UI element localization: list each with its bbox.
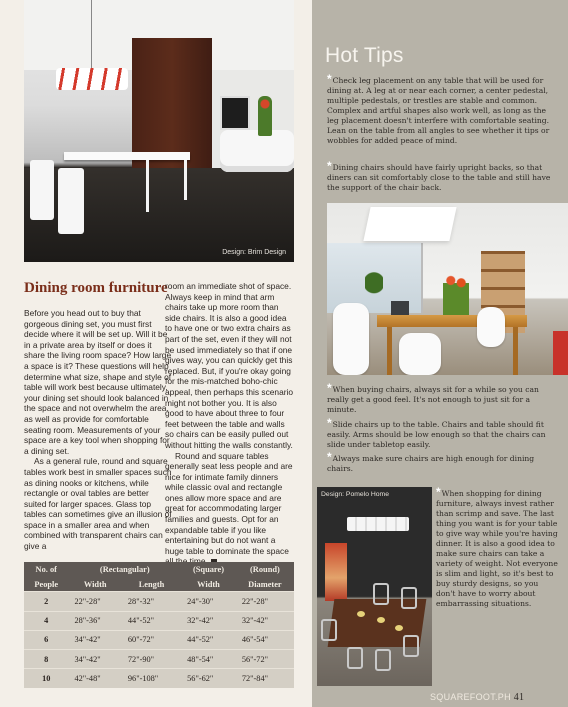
article-paragraph: room an immediate shot of space. Always keep in mind that arm chairs take up more room than side chairs. It is also a good idea to have one or two extra chairs as part of the set, even if they will not be used immediately so that if one gives way, you can quickly get this replaced. But, if you're okay going for the mis-matched boho-chic appeal, then perhaps this scenario might not bother you. It is also good to have about three to four feet between the table and walls so chairs can be easily pulled out without hitting the walls constantly. bbox=[165, 281, 294, 450]
dining-set-photo bbox=[317, 487, 432, 686]
table-cell: 60"-72" bbox=[122, 630, 181, 649]
photo-table-leg bbox=[387, 327, 392, 375]
asterisk-icon: * bbox=[327, 450, 332, 464]
hot-tips-title: Hot Tips bbox=[325, 44, 404, 67]
table-cell: 10 bbox=[24, 669, 68, 688]
photo-chair bbox=[30, 160, 54, 220]
asterisk-icon: * bbox=[327, 381, 332, 395]
asterisk-icon: * bbox=[436, 485, 441, 499]
table-cell: 72"-90" bbox=[122, 650, 181, 669]
table-row bbox=[24, 611, 294, 630]
photo-dining-table bbox=[64, 152, 190, 160]
photo-chair bbox=[58, 168, 84, 234]
table-row bbox=[24, 592, 294, 611]
dining-table-photo bbox=[327, 203, 568, 375]
photo-chair bbox=[321, 619, 337, 641]
table-cell: 44"-52" bbox=[181, 630, 236, 649]
article-column-left bbox=[24, 308, 172, 552]
tip-item bbox=[327, 416, 559, 450]
tip-item bbox=[327, 381, 559, 415]
table-cell: 28"-36" bbox=[68, 611, 121, 630]
photo-table-leg bbox=[146, 160, 149, 212]
photo-chair bbox=[403, 635, 419, 657]
table-cell: 46"-54" bbox=[236, 630, 294, 649]
table-cell: 4 bbox=[24, 611, 68, 630]
table-header-cell: Width bbox=[181, 578, 236, 592]
table-row bbox=[24, 669, 294, 688]
article-column-right bbox=[165, 281, 294, 567]
table-cell: 34"-42" bbox=[68, 650, 121, 669]
table-subheader-row bbox=[24, 578, 294, 592]
table-cell: 22"-28" bbox=[68, 592, 121, 611]
dining-room-photo bbox=[24, 0, 294, 262]
tip-item bbox=[327, 450, 559, 474]
photo-table-leg bbox=[513, 327, 518, 375]
page-number: 41 bbox=[513, 692, 525, 703]
photo-chandelier bbox=[347, 517, 409, 531]
table-header-cell: Width bbox=[68, 578, 121, 592]
table-cell: 6 bbox=[24, 630, 68, 649]
photo-flowers bbox=[443, 269, 469, 315]
table-header-cell: (Round) bbox=[236, 562, 294, 578]
table-cell: 8 bbox=[24, 650, 68, 669]
folio-text: SQUAREFOOT.PH bbox=[430, 692, 511, 702]
asterisk-icon: * bbox=[327, 72, 332, 86]
photo-wall-art bbox=[325, 543, 347, 601]
table-row bbox=[24, 650, 294, 669]
table-cell: 56"-62" bbox=[181, 669, 236, 688]
photo-plant bbox=[365, 269, 383, 315]
table-cell: 96"-108" bbox=[122, 669, 181, 688]
photo-plant bbox=[258, 96, 272, 136]
photo-plate bbox=[357, 611, 365, 617]
photo-chair bbox=[401, 587, 417, 609]
tip-item bbox=[327, 72, 559, 146]
photo-table-leg bbox=[184, 160, 187, 200]
photo-pendant-lamp bbox=[56, 68, 128, 90]
tip-text: Always make sure chairs are high enough for dining chairs. bbox=[327, 454, 535, 473]
table-cell: 72"-84" bbox=[236, 669, 294, 688]
table-cell: 44"-52" bbox=[122, 611, 181, 630]
photo-chair bbox=[333, 303, 369, 375]
article-heading: Dining room furniture bbox=[24, 280, 168, 296]
tip-text: Dining chairs should have fairly upright backs, so that diners can sit comfortably close to the table and still have the support of the chair back. bbox=[327, 163, 551, 192]
tip-text: When buying chairs, always sit for a while so you can really get a good feel. It's not enough to just sit for a minute. bbox=[327, 385, 539, 414]
photo-caption: Design: Pomelo Home bbox=[321, 491, 389, 498]
table-header-cell: Length bbox=[122, 578, 181, 592]
tip-text: Check leg placement on any table that will be used for dining at. A leg at or near each corner, a center pedestal, multiple pedestals, or trestles are stable and common. Complex and artful shapes also work well, as long as the leg placement doesn't interfere with comfortable seating. Lean on the table from all angles to see whether it tips or wobbles for added peace of mind. bbox=[327, 76, 550, 145]
photo-chair bbox=[347, 647, 363, 669]
table-header-cell: People bbox=[24, 578, 68, 592]
photo-lounge-chair bbox=[220, 130, 294, 172]
table-cell: 28"-32" bbox=[122, 592, 181, 611]
photo-wall-art bbox=[220, 96, 250, 130]
tip-text: When shopping for dining furniture, always invest rather than scrimp and save. The last thing you want is for your table to give way while you're having dinner. It is also a good idea to make sure chairs can take a variety of weight. Not everyone is slim and light, so it's best to buy sturdy designs, so you don't have to worry about embarrassing situations. bbox=[436, 489, 558, 608]
table-cell: 56"-72" bbox=[236, 650, 294, 669]
photo-chair bbox=[477, 307, 505, 347]
tip-text: Slide chairs up to the table. Chairs and table should fit easily. Arms should be low enough so that the chairs can slide under tabletop easily. bbox=[327, 420, 546, 449]
table-cell: 48"-54" bbox=[181, 650, 236, 669]
photo-ceiling-lamp bbox=[363, 207, 456, 241]
table-cell: 32"-42" bbox=[181, 611, 236, 630]
table-size-chart bbox=[24, 562, 294, 688]
table-header-cell: (Square) bbox=[181, 562, 236, 578]
tip-item bbox=[436, 485, 560, 609]
table-header-cell: No. of bbox=[24, 562, 68, 578]
asterisk-icon: * bbox=[327, 416, 332, 430]
article-paragraph: As a general rule, round and square tables work best in smaller spaces such as dining nooks or kitchens, while rectangle or oval tables are better suited for larger spaces. Glass top tables can sometimes give an illusion of space in a smaller area and when combined with transparent chairs can give a bbox=[24, 456, 172, 552]
table-cell: 42"-48" bbox=[68, 669, 121, 688]
table-cell: 22"-28" bbox=[236, 592, 294, 611]
page-footer bbox=[430, 692, 524, 703]
photo-chair bbox=[373, 583, 389, 605]
photo-chair bbox=[399, 333, 441, 375]
photo-red-chair bbox=[553, 331, 568, 375]
tip-item bbox=[327, 159, 559, 193]
table-row bbox=[24, 630, 294, 649]
photo-plate bbox=[377, 617, 385, 623]
photo-chair bbox=[375, 649, 391, 671]
article-paragraph bbox=[165, 451, 294, 568]
table-cell: 32"-42" bbox=[236, 611, 294, 630]
table-cell: 34"-42" bbox=[68, 630, 121, 649]
article-paragraph-text: Round and square tables generally seat less people and are nice for intimate family dinners while classic oval and rectangle ones allow more space and are great for accommodating larger families and guests. Opt for an expandable table if you like entertaining but do not want a huge table to dominate the space bbox=[165, 450, 293, 556]
photo-lamp-cord bbox=[91, 0, 92, 68]
table-header-row bbox=[24, 562, 294, 578]
photo-caption: Design: Brim Design bbox=[222, 249, 286, 256]
table-header-cell: (Rectangular) bbox=[68, 562, 181, 578]
article-paragraph: Before you head out to buy that gorgeous dining set, you must first decide where it will be set up. Will it be in a private area by itself or does it share the living room space? How large a space is it? These questions will help determine what size, shape and style of table will work best because ultimately, your dining set should look balanced in the space and not overwhelm the area, as well as provide for comfortable seating room. Measurements of your space are a key tool when shopping for a dining set. bbox=[24, 308, 172, 456]
table-cell: 24"-30" bbox=[181, 592, 236, 611]
photo-laptop bbox=[391, 301, 409, 315]
table-cell: 2 bbox=[24, 592, 68, 611]
table-header-cell: Diameter bbox=[236, 578, 294, 592]
photo-plate bbox=[395, 625, 403, 631]
asterisk-icon: * bbox=[327, 159, 332, 173]
